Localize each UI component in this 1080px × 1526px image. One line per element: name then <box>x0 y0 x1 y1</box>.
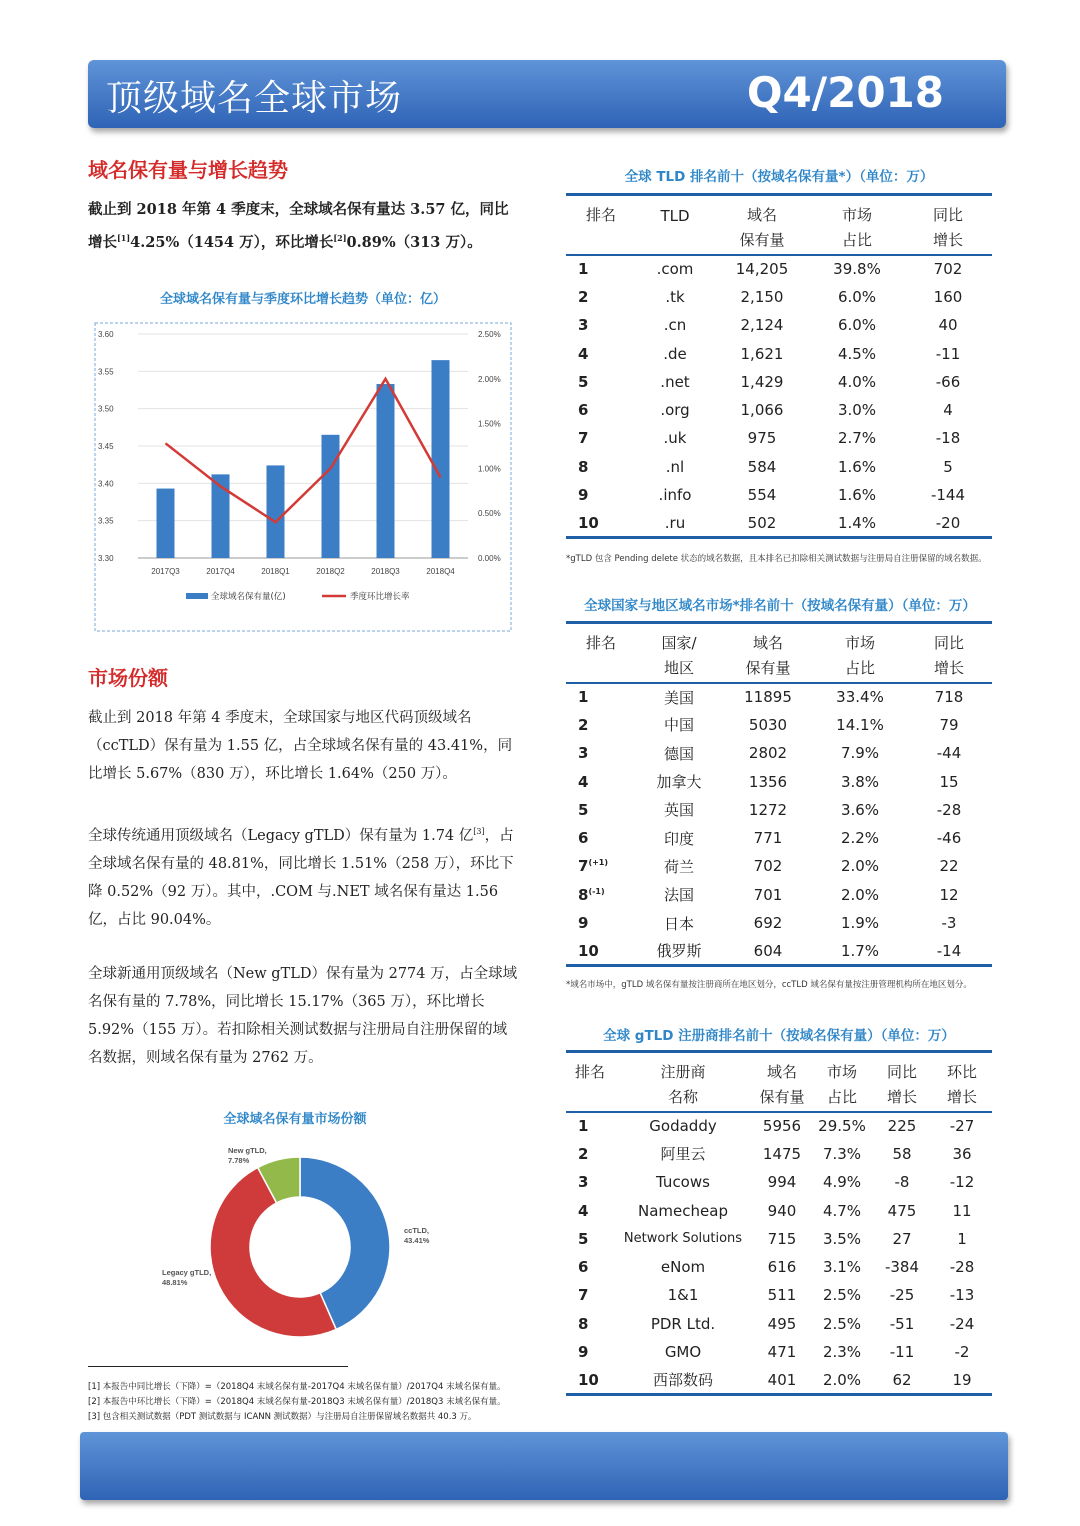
rank-cell: 4 <box>578 772 589 791</box>
table-cell: .de <box>663 344 687 363</box>
col-header: 增长 <box>904 225 992 255</box>
col-header: 域名 <box>714 195 810 225</box>
rank-cell: 7 <box>578 1286 589 1305</box>
rank-cell: 7 <box>578 429 589 448</box>
table-cell: Namecheap <box>638 1201 728 1220</box>
rank-cell: 4 <box>578 344 589 363</box>
col-header: 排名 <box>566 1052 614 1082</box>
table-cell: -2 <box>954 1343 970 1362</box>
trend-chart-title: 全球域名保有量与季度环比增长趋势（单位：亿） <box>159 292 446 307</box>
table-cell: 5956 <box>762 1117 802 1136</box>
table-cell: .net <box>660 372 690 391</box>
legend-label: 季度环比增长率 <box>350 592 410 602</box>
table-row <box>566 824 992 852</box>
table-cell: 14.1% <box>836 715 884 734</box>
table-row <box>566 396 992 424</box>
rank-cell: 3 <box>578 744 589 763</box>
table-cell: 1.6% <box>837 457 877 476</box>
table-cell: 14,205 <box>735 260 789 279</box>
table-cell: 1.6% <box>837 486 877 505</box>
table-cell: 加拿大 <box>656 773 702 792</box>
section-title-trend: 域名保有量与增长趋势 <box>88 158 288 182</box>
table-row <box>566 1196 992 1224</box>
rank-cell: 9 <box>578 1343 589 1362</box>
col-header: 占比 <box>810 225 904 255</box>
table-cell: -51 <box>889 1314 915 1333</box>
rank-cell: 6 <box>578 829 589 848</box>
table-cell: .com <box>656 260 694 279</box>
rank-cell: $8^{(-1)}$ <box>578 885 605 904</box>
bar <box>322 435 340 558</box>
footnote-3: [3] 包含相关测试数据（PDT 测试数据与 ICANN 测试数据）与注册局自注册保留域名数据共 40.3 万。 <box>88 1412 477 1422</box>
rank-cell: 3 <box>578 1173 589 1192</box>
table-cell: .tk <box>665 287 685 306</box>
footer-banner <box>80 1432 1008 1500</box>
y-tick-label: 3.50 <box>98 404 114 414</box>
x-tick-label: 2017Q4 <box>206 567 235 576</box>
table-row <box>566 1310 992 1338</box>
col-header: 注册商 <box>614 1052 752 1082</box>
table-cell: 5030 <box>748 715 788 734</box>
country-ranking-table <box>566 621 992 967</box>
col-header: 环比 <box>932 1052 992 1082</box>
y-tick-label: 3.35 <box>98 516 114 526</box>
table-cell: 日本 <box>663 914 694 933</box>
col-header: 域名 <box>722 623 814 653</box>
table-cell: 7.3% <box>822 1144 862 1163</box>
y-tick-label: 3.40 <box>98 479 114 489</box>
table-cell: .uk <box>663 429 687 448</box>
table-cell: 22 <box>939 857 959 876</box>
table-cell: 阿里云 <box>660 1145 706 1164</box>
table-cell: 2,124 <box>740 316 784 335</box>
table-cell: 225 <box>887 1117 917 1136</box>
tld-ranking-table <box>566 193 992 539</box>
table-cell: 79 <box>939 715 959 734</box>
legend-swatch-bar <box>186 593 208 599</box>
section-title-share: 市场份额 <box>88 666 168 690</box>
table-cell: 中国 <box>663 716 694 735</box>
table-cell: -14 <box>906 937 992 965</box>
table-cell: 27 <box>892 1229 912 1248</box>
table-cell: 994 <box>767 1173 797 1192</box>
table-cell: 2,150 <box>740 287 784 306</box>
table-cell: 40 <box>938 316 958 335</box>
table-cell: Tucows <box>656 1173 710 1192</box>
rank-cell: $7^{(+1)}$ <box>578 857 609 876</box>
table-row <box>566 852 992 880</box>
table-cell: 160 <box>933 287 963 306</box>
slice-label: 48.81% <box>162 1278 188 1287</box>
footnote-rule <box>88 1366 348 1367</box>
table-cell: 3.0% <box>837 401 877 420</box>
table-cell: 62 <box>872 1366 932 1394</box>
rank-cell: 6 <box>578 401 589 420</box>
rank-cell: 2 <box>578 715 589 734</box>
col-header: 保有量 <box>714 225 810 255</box>
table-cell: 2.5% <box>822 1314 862 1333</box>
rank-change: (-1) <box>588 886 605 896</box>
col-header: 名称 <box>614 1082 752 1112</box>
table-cell: 7.9% <box>840 744 880 763</box>
rank-cell: 6 <box>578 1258 589 1277</box>
table-cell: 2.5% <box>822 1286 862 1305</box>
table-cell: 940 <box>767 1201 797 1220</box>
share-chart-title: 全球域名保有量市场份额 <box>223 1112 367 1127</box>
table-cell: 554 <box>747 486 777 505</box>
slice-label: ccTLD, <box>404 1226 430 1235</box>
table-row <box>566 881 992 909</box>
table-cell: 4.9% <box>822 1173 862 1192</box>
table-cell: 2.0% <box>812 1366 872 1394</box>
table-cell: 702 <box>753 857 783 876</box>
rank-cell: 8 <box>578 457 589 476</box>
col-header: 增长 <box>872 1082 932 1112</box>
table-cell: 58 <box>892 1144 912 1163</box>
table-cell: -11 <box>889 1343 915 1362</box>
table-cell: -18 <box>935 429 961 448</box>
table-cell: 33.4% <box>836 688 884 707</box>
registrar-ranking-table <box>566 1050 992 1396</box>
registrar-table-caption: 全球 gTLD 注册商排名前十（按域名保有量）（单位：万） <box>603 1028 955 1044</box>
col-header <box>636 225 714 255</box>
trend-summary: 截止到 2018 年第 4 季度末，全球域名保有量达 3.57 亿，同比增长[1]4.25%（1454 万），环比增长[2]0.89%（313 万）。 <box>88 201 509 251</box>
table-cell: 1475 <box>762 1144 802 1163</box>
table-cell: 1,621 <box>740 344 784 363</box>
table-cell: 36 <box>952 1144 972 1163</box>
table-cell: 印度 <box>663 829 694 848</box>
header-banner <box>88 60 1006 128</box>
x-tick-label: 2018Q2 <box>316 567 345 576</box>
table-cell: 702 <box>933 260 963 279</box>
table-row <box>566 1366 992 1394</box>
share-paragraph-cctld: 截止到 2018 年第 4 季度末，全球国家与地区代码顶级域名（ccTLD）保有量为 1.55 亿，占全球域名保有量的 43.41%，同比增长 5.67%（830 万），环比增长 1.64%（250 万）。 <box>88 710 513 782</box>
y-tick-label: 3.30 <box>98 554 114 563</box>
table-cell: -28 <box>949 1258 975 1277</box>
col-header: TLD <box>636 195 714 225</box>
col-header: 排名 <box>566 623 636 653</box>
col-header: 占比 <box>814 653 906 683</box>
y2-tick-label: 1.00% <box>478 464 501 474</box>
x-tick-label: 2018Q1 <box>261 567 290 576</box>
table-row <box>566 909 992 937</box>
cc-table-caption: 全球国家与地区域名市场*排名前十（按域名保有量）（单位：万） <box>584 598 976 614</box>
table-cell: 692 <box>753 914 783 933</box>
table-cell: 俄罗斯 <box>636 937 722 965</box>
table-row <box>566 937 992 965</box>
col-header: 保有量 <box>752 1082 812 1112</box>
table-row <box>566 739 992 767</box>
table-cell: -25 <box>889 1286 915 1305</box>
slice-label: New gTLD, <box>228 1146 267 1155</box>
table-cell: .info <box>658 486 692 505</box>
table-cell: 1356 <box>748 772 788 791</box>
table-row <box>566 796 992 824</box>
col-header: 域名 <box>752 1052 812 1082</box>
table-cell: 法国 <box>663 886 694 905</box>
table-cell: Godaddy <box>649 1117 717 1136</box>
table-cell: 511 <box>767 1286 797 1305</box>
report-period: Q4/2018 <box>746 68 944 117</box>
col-header: 国家/ <box>636 623 722 653</box>
col-header: 保有量 <box>722 653 814 683</box>
share-donut-chart <box>150 1135 450 1345</box>
x-tick-label: 2018Q3 <box>371 567 400 576</box>
table-cell: 西部数码 <box>614 1366 752 1394</box>
table-cell: 1.4% <box>810 509 904 537</box>
table-cell: -12 <box>949 1173 975 1192</box>
table-cell: 29.5% <box>818 1117 866 1136</box>
table-cell: 471 <box>767 1343 797 1362</box>
col-header: 市场 <box>814 623 906 653</box>
col-header: 排名 <box>566 195 636 225</box>
table-cell: 3.5% <box>822 1229 862 1248</box>
rank-change: (+1) <box>588 858 609 868</box>
table-cell: .org <box>660 401 690 420</box>
table-cell: 2.7% <box>837 429 877 448</box>
table-cell: -28 <box>936 800 962 819</box>
rank-cell: 5 <box>578 372 589 391</box>
y2-tick-label: 2.50% <box>478 330 501 339</box>
table-row <box>566 255 992 283</box>
table-cell: 975 <box>747 429 777 448</box>
table-cell: 6.0% <box>837 316 877 335</box>
table-cell: 715 <box>767 1229 797 1248</box>
footnote-2: [2] 本报告中环比增长（下降）=（2018Q4 末域名保有量-2018Q3 末域名保有量）/2018Q3 末域名保有量。 <box>88 1397 506 1407</box>
bar <box>377 384 395 558</box>
col-header <box>566 225 636 255</box>
table-cell: 3.6% <box>840 800 880 819</box>
table-cell: PDR Ltd. <box>650 1314 716 1333</box>
table-cell: 11 <box>952 1201 972 1220</box>
rank-cell: 3 <box>578 316 589 335</box>
table-row <box>566 1140 992 1168</box>
table-row <box>566 283 992 311</box>
trend-chart <box>94 322 512 632</box>
col-header: 市场 <box>810 195 904 225</box>
table-cell: .cn <box>663 316 687 335</box>
table-cell: 4.5% <box>837 344 877 363</box>
table-cell: 2.0% <box>840 885 880 904</box>
table-row <box>566 481 992 509</box>
share-paragraph-newgtld: 全球新通用顶级域名（New gTLD）保有量为 2774 万，占全球域名保有量的 7.78%，同比增长 15.17%（365 万），环比增长 5.92%（155 万）。若扣除相关测试数据与注册局自注册保留的域名数据，则域名保有量为 2762 万。 <box>88 966 518 1066</box>
col-header: 增长 <box>906 653 992 683</box>
rank-cell: 8 <box>578 1314 589 1333</box>
table-cell: -384 <box>884 1258 920 1277</box>
rank-cell: 1 <box>578 260 589 279</box>
rank-cell: 9 <box>578 486 589 505</box>
table-row <box>566 311 992 339</box>
table-cell: eNom <box>660 1258 706 1277</box>
table-cell: 701 <box>753 885 783 904</box>
table-cell: 12 <box>939 885 959 904</box>
table-cell: 1,429 <box>740 372 784 391</box>
table-cell: GMO <box>664 1343 702 1362</box>
col-header <box>566 653 636 683</box>
y2-tick-label: 2.00% <box>478 374 501 384</box>
rank-cell: 9 <box>578 914 589 933</box>
table-row <box>566 683 992 711</box>
table-cell: 718 <box>934 688 964 707</box>
table-cell: 6.0% <box>837 287 877 306</box>
table-cell: 616 <box>767 1258 797 1277</box>
table-cell: 美国 <box>663 688 694 707</box>
x-tick-label: 2018Q4 <box>426 567 455 576</box>
table-cell: 2.3% <box>822 1343 862 1362</box>
footnote-1: [1] 本报告中同比增长（下降）=（2018Q4 末域名保有量-2017Q4 末域名保有量）/2017Q4 末域名保有量。 <box>88 1382 506 1392</box>
table-cell: -44 <box>936 744 962 763</box>
table-row <box>566 339 992 367</box>
table-cell: 4 <box>943 401 953 420</box>
table-row <box>566 767 992 795</box>
table-cell: .ru <box>636 509 714 537</box>
table-cell: -13 <box>949 1286 975 1305</box>
table-row <box>566 711 992 739</box>
rank-cell: 1 <box>578 688 589 707</box>
y-tick-label: 3.45 <box>98 442 114 451</box>
bar <box>267 465 285 558</box>
rank-cell: 5 <box>578 800 589 819</box>
table-row <box>566 1253 992 1281</box>
rank-cell: 1 <box>578 1117 589 1136</box>
rank-cell: 10 <box>566 937 636 965</box>
y2-tick-label: 1.50% <box>478 419 501 429</box>
table-cell: 德国 <box>663 744 694 763</box>
table-row <box>566 1112 992 1140</box>
share-paragraph-legacy: 全球传统通用顶级域名（Legacy gTLD）保有量为 1.74 亿[3]，占全球域名保有量的 48.81%，同比增长 1.51%（258 万），环比下降 0.52%（92 万）。其中，.COM 与.NET 域名保有量达 1.56 亿，占比 90.04%。 <box>88 827 514 928</box>
table-cell: 1.9% <box>840 914 880 933</box>
table-row <box>566 1225 992 1253</box>
table-cell: 4.7% <box>822 1201 862 1220</box>
bar <box>157 489 175 558</box>
y2-tick-label: 0.00% <box>478 554 501 563</box>
rank-cell: 10 <box>566 509 636 537</box>
rank-cell: 2 <box>578 287 589 306</box>
table-cell: 19 <box>932 1366 992 1394</box>
col-header: 同比 <box>904 195 992 225</box>
table-cell: 1272 <box>748 800 788 819</box>
table-cell: -144 <box>930 486 966 505</box>
table-cell: 荷兰 <box>663 857 694 876</box>
table-cell: 1&1 <box>667 1286 699 1305</box>
col-header: 占比 <box>812 1082 872 1112</box>
slice-label: 7.78% <box>228 1156 250 1165</box>
table-cell: Network Solutions <box>623 1231 743 1247</box>
page-title: 顶级域名全球市场 <box>106 78 403 119</box>
table-cell: -3 <box>941 914 957 933</box>
table-cell: -11 <box>935 344 961 363</box>
table-cell: 3.8% <box>840 772 880 791</box>
table-row <box>566 424 992 452</box>
table-cell: 2802 <box>748 744 788 763</box>
table-cell: -24 <box>949 1314 975 1333</box>
table-cell: 3.1% <box>822 1258 862 1277</box>
table-cell: -66 <box>935 372 961 391</box>
rank-cell: 4 <box>578 1201 589 1220</box>
table-cell: 1 <box>957 1229 967 1248</box>
table-cell: 502 <box>714 509 810 537</box>
footnotes <box>88 1380 506 1425</box>
rank-cell: 5 <box>578 1229 589 1248</box>
table-row <box>566 1168 992 1196</box>
rank-cell: 10 <box>566 1366 614 1394</box>
table-row <box>566 1338 992 1366</box>
table-row <box>566 453 992 481</box>
col-header: 同比 <box>906 623 992 653</box>
table-cell: 584 <box>747 457 777 476</box>
tld-table-caption: 全球 TLD 排名前十（按域名保有量*）（单位：万） <box>624 169 934 185</box>
tld-table-note: *gTLD 包含 Pending delete 状态的域名数据，且本排名已扣除相关测试数据与注册局自注册保留的域名数据。 <box>566 554 987 564</box>
table-cell: -8 <box>894 1173 910 1192</box>
table-cell: 2.0% <box>840 857 880 876</box>
table-cell: 771 <box>753 829 783 848</box>
col-header: 增长 <box>932 1082 992 1112</box>
table-cell: 15 <box>939 772 959 791</box>
x-tick-label: 2017Q3 <box>151 567 180 576</box>
table-cell: 495 <box>767 1314 797 1333</box>
col-header: 同比 <box>872 1052 932 1082</box>
y2-tick-label: 0.50% <box>478 509 501 519</box>
slice-label: 43.41% <box>404 1236 430 1245</box>
table-cell: 401 <box>752 1366 812 1394</box>
table-cell: 475 <box>887 1201 917 1220</box>
table-cell: 39.8% <box>833 260 881 279</box>
col-header: 地区 <box>636 653 722 683</box>
bar <box>432 360 450 558</box>
table-row <box>566 368 992 396</box>
table-cell: .nl <box>665 457 685 476</box>
col-header <box>566 1082 614 1112</box>
table-cell: 1.7% <box>814 937 906 965</box>
y-tick-label: 3.60 <box>98 330 114 339</box>
table-cell: -27 <box>949 1117 975 1136</box>
table-cell: 2.2% <box>840 829 880 848</box>
legend-label: 全球域名保有量(亿) <box>211 592 286 602</box>
table-cell: 5 <box>943 457 953 476</box>
table-cell: 604 <box>722 937 814 965</box>
rank-cell: 2 <box>578 1144 589 1163</box>
table-cell: 1,066 <box>740 401 784 420</box>
cc-table-note: *域名市场中，gTLD 域名保有量按注册商所在地区划分，ccTLD 域名保有量按注册管理机构所在地区划分。 <box>566 980 972 990</box>
table-cell: -20 <box>904 509 992 537</box>
table-row <box>566 1281 992 1309</box>
table-cell: 11895 <box>744 688 792 707</box>
table-cell: 英国 <box>663 801 694 820</box>
table-row <box>566 509 992 537</box>
slice-label: Legacy gTLD, <box>162 1268 212 1277</box>
table-cell: -46 <box>936 829 962 848</box>
col-header: 市场 <box>812 1052 872 1082</box>
table-cell: 4.0% <box>837 372 877 391</box>
y-tick-label: 3.55 <box>98 367 114 377</box>
